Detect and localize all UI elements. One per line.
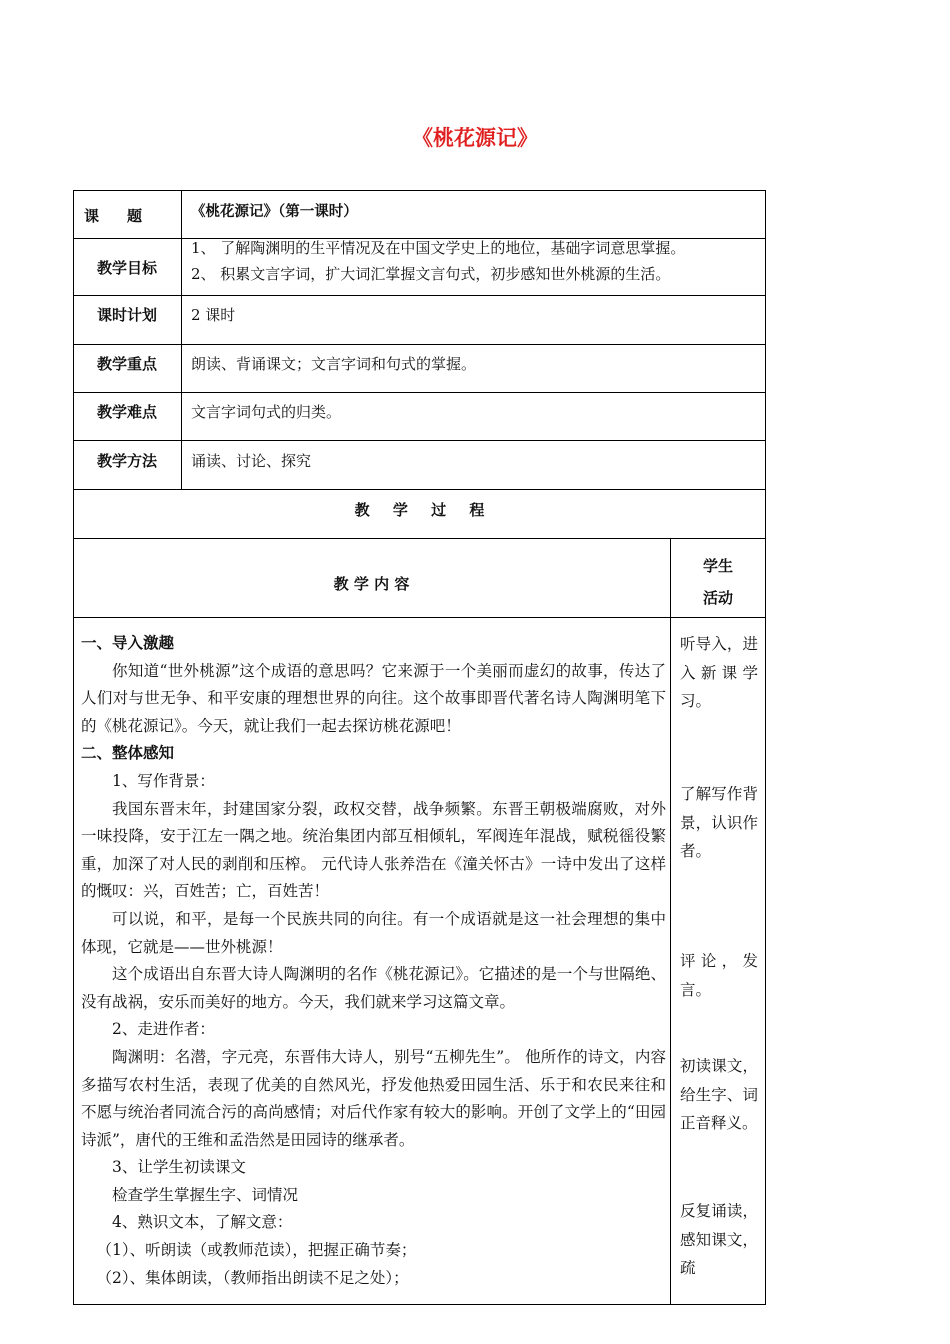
- paragraph: 我国东晋末年，封建国家分裂，政权交替，战争频繁。东晋王朝极端腐败，对外一味投降，安于江左一隅之地。统治集团内部互相倾轧，军阀连年混战，赋税徭役繁重，加深了对人民的剥削和压榨。 元代诗人张养浩在《潼关怀古》一诗中发出了这样的慨叹：兴，百姓苦；亡，百姓苦！: [81, 799, 666, 901]
- document-title: 《桃花源记》: [412, 126, 538, 150]
- goal-item: 2、 积累文言字词，扩大词汇掌握文言句式，初步感知世外桃源的生活。: [191, 265, 671, 283]
- activity-item: 反复诵读，感知课文，疏: [680, 1202, 758, 1277]
- sub-heading: 2、走进作者：: [112, 1020, 215, 1039]
- list-item: （2）、集体朗读，（教师指出朗读不足之处）；: [96, 1268, 409, 1287]
- row-label-goals: 教学目标: [96, 259, 157, 277]
- difficulties-value: 文言字词句式的归类。: [191, 403, 342, 421]
- row-label-key-points: 教学重点: [96, 355, 157, 373]
- methods-value: 诵读、讨论、探究: [191, 452, 312, 470]
- activity-item: 初读课文，给生字、词正音释义。: [680, 1057, 758, 1132]
- sub-heading: 3、让学生初读课文: [112, 1158, 246, 1177]
- section-title-overview: 二、整体感知: [81, 744, 175, 763]
- row-label-difficulties: 教学难点: [96, 403, 157, 421]
- activity-header-line-1: 学生: [702, 557, 733, 575]
- row-label-methods: 教学方法: [96, 452, 157, 470]
- goals-list: [191, 235, 761, 287]
- row-label-plan: 课时计划: [96, 306, 157, 324]
- section-title-intro: 一、导入激趣: [81, 634, 175, 652]
- paragraph: 检查学生掌握生字、词情况: [112, 1185, 299, 1204]
- process-heading: 教 学 过 程: [354, 501, 485, 519]
- teaching-content: [81, 630, 666, 1292]
- activity-item: 了解写作背景，认识作者。: [680, 785, 758, 860]
- paragraph: 可以说，和平，是每一个民族共同的向往。有一个成语就是这一社会理想的集中体现，它就是——世外桃源！: [81, 909, 666, 956]
- plan-value: 2 课时: [191, 306, 236, 324]
- paragraph: 陶渊明：名潜，字元亮，东晋伟大诗人，别号“五柳先生”。 他所作的诗文，内容多描写农村生活，表现了优美的自然风光，抒发他热爱田园生活、乐于和农民来往和不愿与统治者同流合污的高尚感情；对后代作家有较大的影响。开创了文学上的“田园诗派”，唐代的王维和孟浩然是田园诗的继承者。: [81, 1047, 666, 1149]
- goal-item: 1、 了解陶渊明的生平情况及在中国文学史上的地位，基础字词意思掌握。: [191, 239, 686, 257]
- activity-item: 听导入，进入新课学习。: [680, 635, 758, 710]
- key-points-value: 朗读、背诵课文；文言字词和句式的掌握。: [191, 355, 477, 373]
- paragraph: 你知道“世外桃源”这个成语的意思吗？它来源于一个美丽而虚幻的故事，传达了人们对与世无争、和平安康的理想世界的向往。这个故事即晋代著名诗人陶渊明笔下的《桃花源记》。今天，就让我们一起去探访桃花源吧！: [81, 661, 666, 735]
- list-item: （1）、听朗读（或教师范读），把握正确节奏；: [96, 1241, 417, 1260]
- activity-header-line-2: 活动: [702, 589, 733, 607]
- sub-heading: 1、写作背景：: [112, 771, 215, 790]
- paragraph: 这个成语出自东晋大诗人陶渊明的名作《桃花源记》。它描述的是一个与世隔绝、没有战祸，安乐而美好的地方。今天，我们就来学习这篇文章。: [81, 965, 666, 1011]
- sub-heading: 4、熟识文本，了解文意：: [112, 1213, 293, 1232]
- content-header: 教 学 内 容: [333, 575, 410, 593]
- lesson-plan-table: [73, 190, 766, 1305]
- row-label-topic: 课题: [83, 207, 170, 225]
- topic-value: 《桃花源记》（第一课时）: [191, 204, 358, 220]
- activity-item: 评论，发言。: [680, 952, 758, 999]
